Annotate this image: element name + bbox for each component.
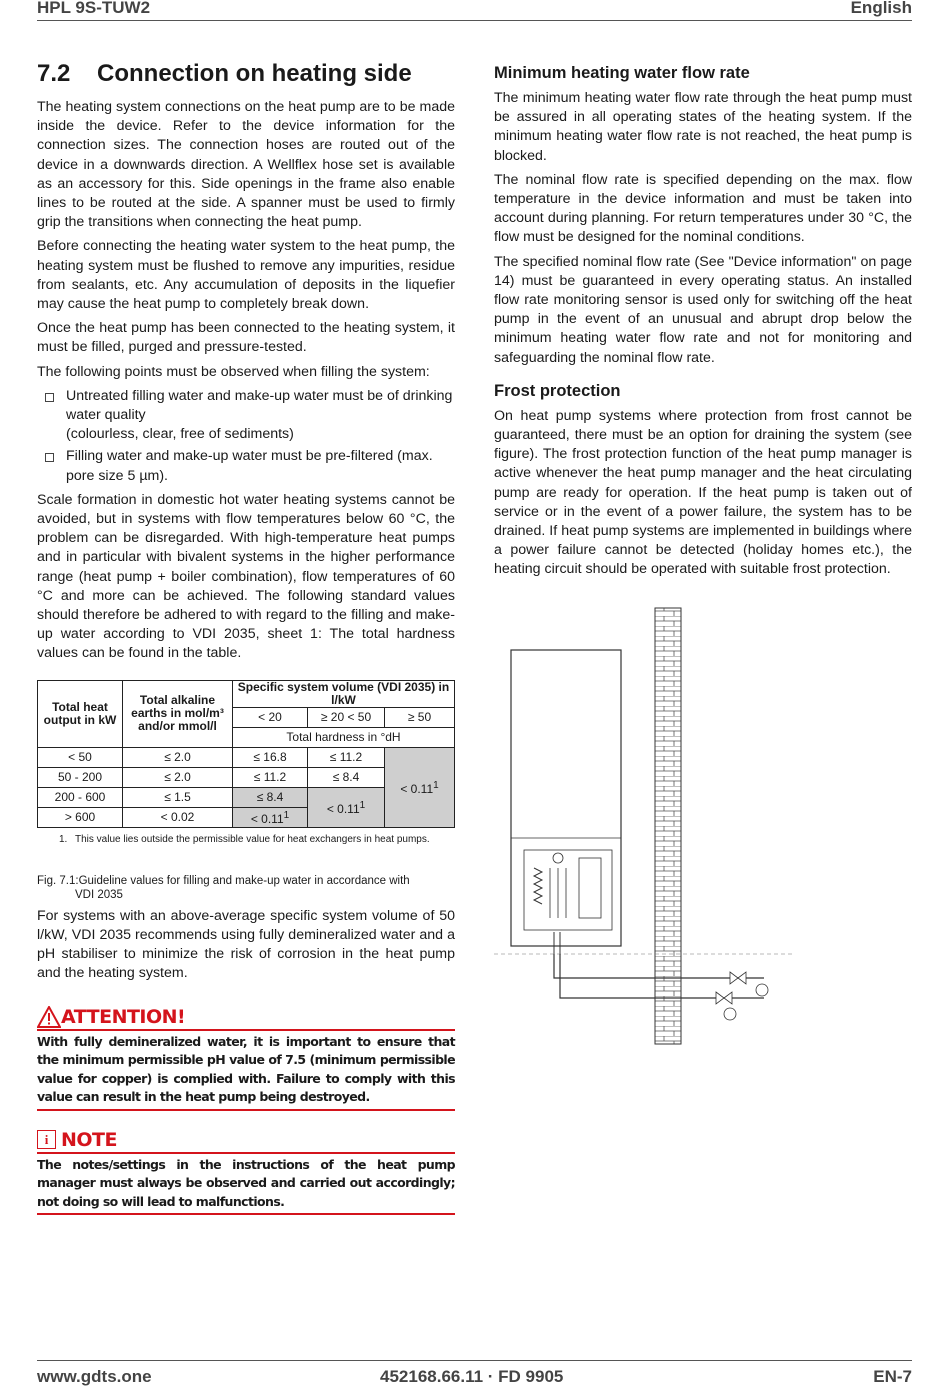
model-name: HPL 9S-TUW2 <box>37 0 151 17</box>
paragraph: The nominal flow rate is specified depending on the max. flow temperature in the device information and must be taken into account during planning. For return temperatures under 30 °C, the flow must be designed for the nominal conditions. <box>494 171 912 246</box>
table-row: 50 - 200 ≤ 2.0 ≤ 11.2 ≤ 8.4 <box>38 767 455 787</box>
paragraph: Once the heat pump has been connected to the heating system, it must be filled, purged and pressure-tested. <box>37 320 455 356</box>
left-column <box>37 60 455 1215</box>
water-guideline-table <box>37 680 455 828</box>
paragraph: The specified nominal flow rate (See "Device information" on page 14) must be guaranteed in every operating status. An installed flow rate monitoring sensor is used only for switching off the heat pump in the event of an unusual and abrupt drop below the minimum heating water flow rate and not for monitoring and safeguarding the nominal flow rate. <box>494 253 912 366</box>
th-sub3: ≥ 50 <box>385 707 455 727</box>
table-footnote: 1. This value lies outside the permissible value for heat exchangers in heat pumps. <box>59 833 430 845</box>
language-label: English <box>850 0 912 17</box>
bullet-list <box>37 387 455 486</box>
table-row: > 600 < 0.02 < $0.11^1$ <box>38 807 455 827</box>
warning-triangle-icon <box>37 1006 61 1028</box>
right-column <box>494 64 912 585</box>
note-header <box>37 1129 455 1154</box>
paragraph: Before connecting the heating water system to the heat pump, the heating system must be flushed to remove any impurities, residue from sealants, etc. Any accumulation of deposits in the liquefier may cause the heat pump to completely break down. <box>37 238 455 313</box>
merged-cell: < $0.11^1$ <box>385 747 455 827</box>
table-row: 200 - 600 ≤ 1.5 ≤ 8.4 < $0.11^1$ <box>38 787 455 807</box>
min-flow-title: Minimum heating water flow rate <box>494 64 750 82</box>
info-icon: i <box>37 1130 56 1149</box>
table-row: < 50 ≤ 2.0 ≤ 16.8 ≤ 11.2 < $0.11^1$ <box>38 747 455 767</box>
paragraph: The heating system connections on the heat pump are to be made inside the device. Refer to the device information for the connection sizes. The connection hoses are routed out of the device in a downwards direction. A Wellflex hose set is available as an accessory for this. Side openings in the frame also enable lines to be routed at the side. A spanner must be used to firmly grip the transitions when connecting the heat pump. <box>37 99 455 231</box>
th-sub1: < 20 <box>233 707 308 727</box>
grey-cell: < $0.11^1$ <box>233 807 308 827</box>
frost-title: Frost protection <box>494 381 621 400</box>
attention-text: With fully demineralized water, it is important to ensure that the minimum permissible pH value of 7.5 (minimum permissible value for copper) is complied with. Failure to comply with this value can result in the heat pump being destroyed. <box>37 1033 455 1111</box>
note-text: The notes/settings in the instructions of the heat pump manager must always be observed and carried out accordingly; not doing so will lead to malfunctions. <box>37 1156 455 1216</box>
section-title-text: Connection on heating side <box>97 60 412 87</box>
page-footer <box>37 1360 912 1388</box>
installation-figure <box>494 606 794 1046</box>
paragraph: The minimum heating water flow rate through the heat pump must be assured in all operating states of the heating system. If the minimum heating water flow rate is not reached, the heat pump is blocked. <box>494 90 912 164</box>
th-hardness: Total hardness in °dH <box>233 727 455 747</box>
figure-caption: Fig. 7.1:Guideline values for filling and make-up water in accordance with VDI 2035 <box>37 874 410 901</box>
th-sub2: ≥ 20 < 50 <box>308 707 385 727</box>
section-title <box>37 60 455 88</box>
paragraph: Scale formation in domestic hot water heating systems cannot be avoided, but in systems with flow temperatures below 60 °C, the problem can be disregarded. With high-temperature heat pumps and in particular with bivalent systems in the higher performance range (heat pump + boiler combination), flow temperatures of 60 °C and more can be achieved. The following standard values should therefore be adhered to with regard to the filling and make-up water according to VDI 2035, sheet 1: The total hardness values can be found in the table. <box>37 491 455 662</box>
attention-header <box>37 1006 455 1031</box>
paragraph: For systems with an above-average specific system volume of 50 l/kW, VDI 2035 recommends using fully demineralized water and a pH stabiliser to minimize the risk of corrosion in the heat pump and the heating system. <box>37 907 455 982</box>
drain-valve-icon <box>716 992 732 1004</box>
drain-valve-icon <box>730 972 746 984</box>
square-bullet-icon <box>45 453 54 462</box>
attention-title: ATTENTION! <box>61 1005 186 1028</box>
section-number: 7.2 <box>37 60 71 87</box>
merged-cell: < $0.11^1$ <box>308 787 385 827</box>
square-bullet-icon <box>45 393 54 402</box>
page-number: EN-7 <box>873 1367 912 1386</box>
th-alkaline-earths: Total alkaline earths in mol/m³ and/or mmol/l <box>123 680 233 747</box>
paragraph: The following points must be observed when filling the system: <box>37 363 430 380</box>
document-number: 452168.66.11 · FD 9905 <box>380 1367 564 1386</box>
website-link[interactable]: www.gdts.one <box>37 1367 152 1386</box>
th-system-volume: Specific system volume (VDI 2035) in l/kW <box>233 680 455 707</box>
bullet-item: Filling water and make-up water must be pre-filtered (max. pore size 5 µm). <box>37 447 455 485</box>
page-header <box>37 0 912 21</box>
note-title: NOTE <box>61 1128 117 1151</box>
bullet-item: Untreated filling water and make-up water must be of drinking water quality (colourless, clear, free of sediments) <box>37 387 455 445</box>
th-heat-output: Total heat output in kW <box>38 680 123 747</box>
paragraph: On heat pump systems where protection from frost cannot be guaranteed, there must be an option for draining the system (see figure). The frost protection function of the heat pump manager is active whenever the heat pump manager and the heat circulating pump are ready for operation. If the heat pump is taken out of service or in the event of a power failure, the system has to be drained. If heat pump systems are implemented in buildings where a power failure cannot be detected (holiday homes etc.), the heating circuit should be operated with suitable frost protection. <box>494 407 912 578</box>
